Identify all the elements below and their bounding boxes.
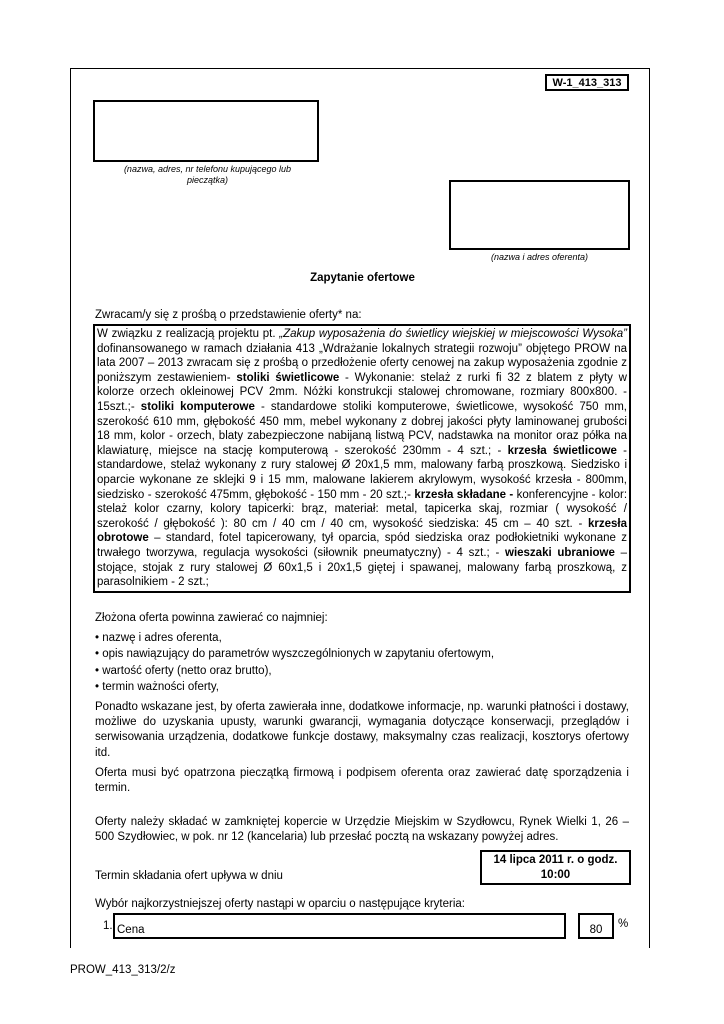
submission-paragraph: Oferty należy składać w zamkniętej kopercie w Urzędzie Miejskim w Szydłowcu, Rynek Wielki 1, 26 – 500 Szydłowiec, w pok. nr 12 (kancelaria) lub przesłać pocztą na wskazany powyżej adres. — [95, 816, 629, 844]
criteria-intro: Wybór najkorzystniejszej oferty nastąpi w oparciu o następujące kryteria: — [95, 898, 465, 910]
offeror-stamp-box — [449, 180, 630, 250]
request-text-3: - Wykonanie: stelaż z rurki fi 32 z blatem z płyty w kolorze orzech okleinowej PCV 2mm. Nóżki konstrukcji stalowej chromowane, rozmiary 800x800. - 15szt.;- — [97, 371, 627, 413]
request-text-5: - standardowe, stelaż wykonany z rury stalowej Ø 20x1,5 mm, malowany farbą proszkową. Siedzisko i oparcie wykonane ze sklejki 9 i 15 mm, malowane lakierem akrylowym, wysokość krzesła - 800mm, siedzisko - szerokość 475mm, głębokość - 150 mm - 20 szt.;- — [97, 444, 627, 501]
request-text-7: – standard, fotel tapicerowany, tył oparcia, spód siedziska oraz podłokietniki wykonane z trwałego tworzywa, regulacja wysokości (siłownik pneumatyczny) - 4 szt.; - — [97, 532, 627, 559]
deadline-time: 10:00 — [540, 869, 571, 881]
deadline-box — [480, 850, 631, 885]
deadline-date: 14 lipca 2011 r. o godz. — [493, 854, 618, 866]
criterion-name-field: Cena — [113, 913, 566, 939]
contents-list — [95, 630, 494, 696]
list-item: • wartość oferty (netto oraz brutto), — [95, 664, 272, 677]
deadline-label: Termin składania ofert upływa w dniu — [95, 870, 283, 882]
criterion-weight-field: 80 — [578, 913, 614, 939]
stamp-requirement-paragraph: Oferta musi być opatrzona pieczątką firmową i podpisem oferenta oraz zawierać datę sporządzenia i termin. — [95, 767, 629, 795]
item-name-3: krzesła świetlicowe — [507, 444, 617, 457]
item-name-2: stoliki komputerowe — [140, 400, 255, 413]
request-text-1: W związku z realizacją projektu pt. — [97, 328, 280, 340]
request-text-2: dofinansowanego w ramach działania 413 „Wdrażanie lokalnych strategii rozwoju” objętego PROW na lata 2007 – 2013 zwracam się z prośbą o przedłożenie oferty cenowej na zakup wyposażenia zgodnie z poniższym zestawieniem- — [97, 342, 627, 384]
item-name-5: krzesła obrotowe — [97, 517, 627, 545]
buyer-caption: (nazwa, adres, nr telefonu kupującego lub pieczątka) — [123, 164, 292, 185]
request-description-box — [93, 324, 631, 593]
contents-intro: Złożona oferta powinna zawierać co najmniej: — [95, 612, 328, 624]
page-title: Zapytanie ofertowe — [310, 272, 415, 284]
offeror-caption: (nazwa i adres oferenta) — [490, 252, 589, 262]
request-text-8: – stojące, stojak z rury stalowej Ø 60x1,5 i 20x1,5 giętej i spawanej, malowany farbą proszkową, z parasolnikiem - 2 szt.; — [97, 546, 627, 589]
footer-code: PROW_413_313/2/z — [70, 964, 176, 976]
criterion-number: 1. — [103, 920, 113, 932]
request-text-6: konferencyjne - kolor: stelaż kolor czarny, kolory tapicerki: brąz, materiał: metal, tapicerka skaj, rozmiar ( wysokość / szerokość / głębokość ): 80 cm / 40 cm / 40 cm, wysokość siedziska: 45 cm – 40 szt. - — [97, 488, 628, 530]
intro-text: Zwracam/y się z prośbą o przedstawienie oferty* na: — [95, 309, 362, 321]
list-item: • opis nawiązujący do parametrów wyszczególnionych w zapytaniu ofertowym, — [95, 648, 495, 661]
request-text-4: - standardowe stoliki komputerowe, świetlicowe, wysokość 750 mm, szerokość 610 mm, głębokość 450 mm, mebel wykonany z dobrej jakości płyty laminowanej grubości 18 mm, kolor - orzech, blaty zabezpieczone nabijaną listwą PCV, nadstawka na monitor oraz półka na klawiaturę, miejsce na stację komputerową - szerokość 230mm - 4 szt.; - — [97, 400, 628, 457]
project-name: „Zakup wyposażenia do świetlicy wiejskiej w miejscowości Wysoka” — [279, 328, 628, 340]
item-name-1: stoliki świetlicowe — [236, 371, 340, 384]
item-name-6: wieszaki ubraniowe — [505, 546, 615, 559]
criterion-weight-unit: % — [618, 918, 629, 930]
list-item: • termin ważności oferty, — [95, 681, 219, 694]
list-item: • nazwę i adres oferenta, — [95, 632, 222, 644]
item-name-4: krzesła składane - — [414, 488, 514, 501]
additional-info-paragraph: Ponadto wskazane jest, by oferta zawierała inne, dodatkowe informacje, np. warunki płatności i dostawy, możliwe do uzyskania upusty, warunki gwarancji, wymagania dotyczące konserwacji, przeglądów i serwisowania urządzenia, dodatkowe funkcje dostawy, maksymalny czas realizacji, kosztorys ofertowy itd. — [95, 701, 629, 759]
document-code: W-1_413_313 — [545, 74, 629, 91]
buyer-stamp-box — [93, 100, 319, 162]
